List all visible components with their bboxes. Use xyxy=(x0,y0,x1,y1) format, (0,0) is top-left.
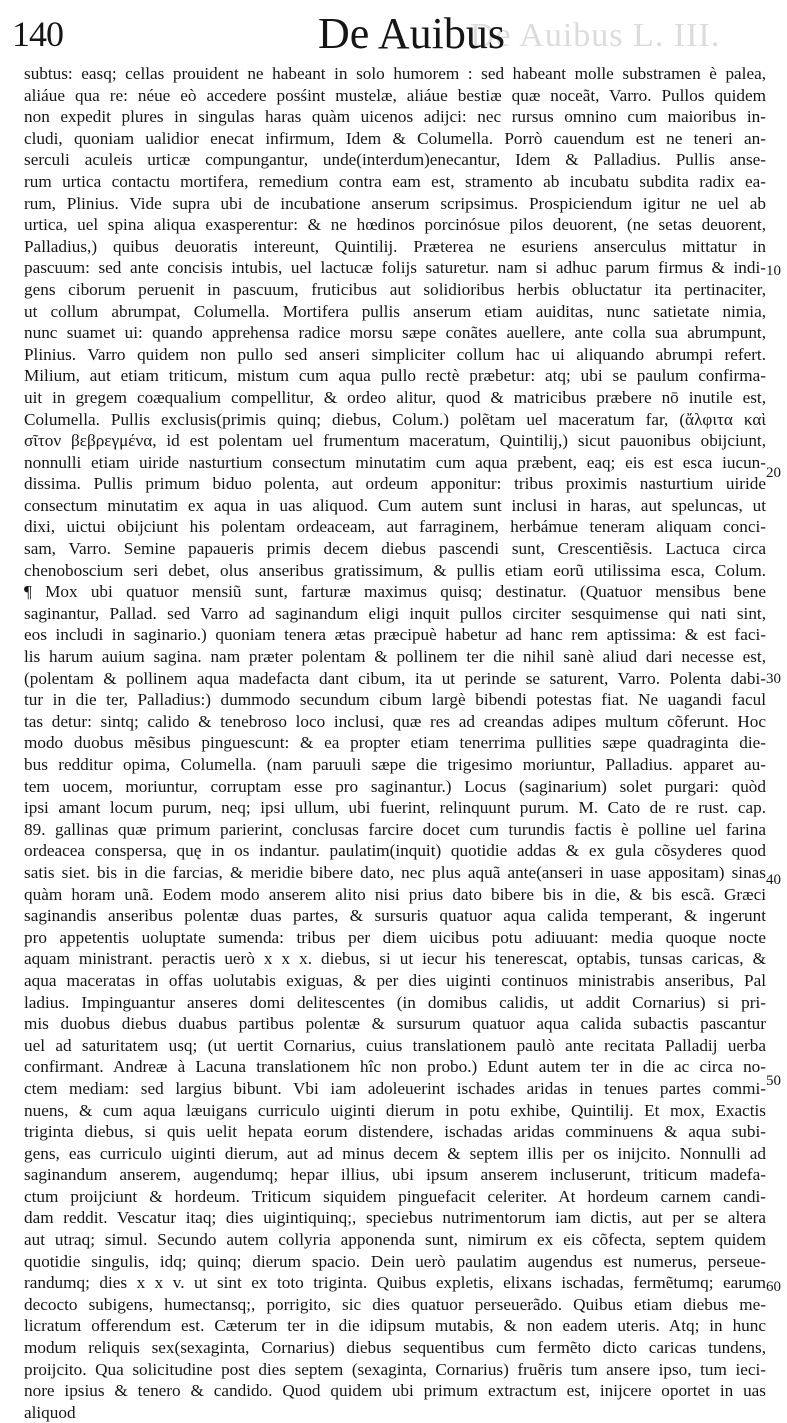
text-line: tas detur: sintq; calido & tenebroso loco inclusi, quæ res ad creandas adipes multum cõferunt. Hoc xyxy=(24,711,766,731)
text-line: quotidie singulis, idq; quinq; dierum spacio. Dein uerò paulatim augendus est numerus, perseue- xyxy=(24,1251,766,1271)
text-line: tem uocem, moriuntur, corruptam esse pro saginantur.) Locus (saginarium) solet purgari: quòd xyxy=(24,776,766,796)
text-line: ut collum abrumpat, Columella. Mortifera pullis anserum etiam auiditas, nunc satietate nimia, xyxy=(24,301,766,321)
text-line: rum, Plinius. Vide supra ubi de incubatione anserum scripsimus. Prospiciendum igitur ne uel ab xyxy=(24,193,766,213)
text-line: confirmant. Andreæ à Lacuna translationem hîc non probo.) Edunt autem ter in die ac circa no- xyxy=(24,1057,766,1077)
text-line: ¶ Mox ubi quatuor mensiũ sunt, farturæ maximus quisq; destinatur. (Quatuor mensibus bene xyxy=(24,582,766,602)
line-number-marker: 50 xyxy=(766,1073,781,1089)
text-line: Columella. Pullis exclusis(primis quinq; diebus, Colum.) polẽtam uel maceratum far, (ἄλφιτα καὶ xyxy=(24,409,766,429)
text-line: nore ipsius & tenero & candido. Quod quidem ubi primum extractum est, inijcere oportet in uas xyxy=(24,1381,766,1401)
text-line: sam, Varro. Semine papaueris primis decem diebus pascendi sunt, Crescentiẽsis. Lactuca circa xyxy=(24,539,766,559)
text-line: aquam ministrant. peractis uerò x x x. diebus, si ut iecur his tenerescat, optabis, tunsas caricas, & xyxy=(24,949,766,969)
text-line: urtica, uel spina aliqua exasperentur: & ne hœdinos porcinósue pilos deuorent, (ne setas deuorent, xyxy=(24,215,766,235)
text-line: modum reliquis sex(sexaginta, Cornarius) diebus sequentibus cum fermẽto dicto caricas tundens, xyxy=(24,1338,766,1358)
text-line: decocto subigens, humectansq;, porrigito, sic dies quatuor perseuerãdo. Quibus etiam diebus me- xyxy=(24,1294,766,1314)
text-line: nuens, & cum aqua læuigans curriculo uiginti dierum in potu exhibe, Quintilij. Et mox, Exactis xyxy=(24,1100,766,1120)
text-line: 89. gallinas quæ primum parierint, conclusas farcire docet cum turundis factis è polline uel farina xyxy=(24,819,766,839)
text-line: mis duobus diebus duabus partibus polentæ & sursurum quatuor aqua calida subactis pascantur xyxy=(24,1014,766,1034)
text-line: Milium, aut etiam triticum, mistum cum aqua pullo rectè præbetur: atq; ubi se paulum confirma- xyxy=(24,366,766,386)
text-line: pro appetentis uoluptate sumenda: tribus per diem uicibus potu adiuuant: media quoque nocte xyxy=(24,927,766,947)
text-line: (polentam & pollinem aqua madefacta dant cibum, ita ut perinde se saturent, Varro. Polenta dabi- xyxy=(24,668,766,688)
text-line: tur in die ter, Palladius:) dummodo secundum cibum largè bibendi potestas fiat. Ne uagandi facul xyxy=(24,690,766,710)
text-line: dam reddit. Vescatur itaq; dies uigintiquinq;, speciebus nutrimentorum iam dictis, aut per se altera xyxy=(24,1208,766,1228)
text-line: pascuum: sed ante concisis intubis, uel lactucæ folijs saturetur. nam si adhuc parum firmus & indi- xyxy=(24,258,766,278)
running-head: De Auibus xyxy=(318,9,505,58)
text-line: serculi aculeis urticæ compungantur, unde(interdum)enecantur, Idem & Palladius. Pullis anse- xyxy=(24,150,766,170)
text-line: nonnulli etiam uiride nasturtium consectum minutatim cum aqua præbent, eaq; eis est esca iucun- xyxy=(24,452,766,472)
text-line: gens, eas curriculo uiginti dierum, aut ad minus decem & septem illis per os inijcito. Nonnulli ad xyxy=(24,1143,766,1163)
text-line: ctem mediam: sed largius bibunt. Vbi iam adoleuerint ischades aridas in tenues partes commi- xyxy=(24,1078,766,1098)
text-line: nunc suamet ui: quando apprehensa radice morsu sæpe conãtes auellere, ante colla sua abrumpunt, xyxy=(24,323,766,343)
text-line: cludi, quoniam ualidior enecat infirmum, Idem & Columella. Porrò cauendum est ne teneri an- xyxy=(24,128,766,148)
text-line: triginta diebus, si quis uelit hepata eorum distendere, ischadas aridas comminuens & aqua subi- xyxy=(24,1122,766,1142)
text-line: gens ciborum peruenit in pascuum, fruticibus aut solidioribus herbis obluctatur ita pertinaciter, xyxy=(24,279,766,299)
page-header xyxy=(0,0,787,64)
text-line: quàm horam unã. Eodem modo anserem alito nisi prius dato bibere bis in die, & bis escã. Græci xyxy=(24,884,766,904)
text-line: non expedit plures in singulas haras quàm uicenos adijci: nec rursus omnino cum maioribus in- xyxy=(24,107,766,127)
text-line: saginandis anseribus polentæ duas partes, & sursuris quatuor aqua calida temperant, & ingerunt xyxy=(24,906,766,926)
text-line: aqua maceratas in offas uolutabis exiguas, & per dies uiginti continuos ministrabis anseribus, Pal xyxy=(24,970,766,990)
bleed-through-text: De Auibus L. III. xyxy=(470,17,721,54)
text-line: rum urtica contactu mortifera, remedium contra eam est, stramento ab incubatu subdita radix ea- xyxy=(24,171,766,191)
text-line: consectum minutatim ex aqua in uas aliquod. Cum autem sunt inclusi in haras, aut speluncas, ut xyxy=(24,495,766,515)
text-line: randumq; dies x x v. ut sint ex toto triginta. Quibus expletis, elixans ischadas, fermẽtumq; earum xyxy=(24,1273,766,1293)
line-number-marker: 60 xyxy=(766,1279,781,1295)
body-text xyxy=(24,63,766,1423)
text-line: proijcito. Qua solicitudine post dies septem (sexaginta, Cornarius) fruẽris tum ansere ipso, tum ieci- xyxy=(24,1359,766,1379)
text-line: saginandum anserem, augendumq; hepar illius, ubi ipsum anserem incluserunt, triticum madefa- xyxy=(24,1165,766,1185)
page-number: 140 xyxy=(12,14,63,54)
text-line: satis siet. bis in die farcias, & meridie bibere dato, nec plus aquã ante(anseri in uase appositam) sinas xyxy=(24,862,766,882)
text-line: lis harum auium sagina. nam præter polentam & pollinem ter die nihil sanè aliud dari necesse est, xyxy=(24,647,766,667)
text-line: uel ad saturitatem usq; (ut uertit Cornarius, cuius translationem paulò ante recitata Palladij uerba xyxy=(24,1035,766,1055)
text-line: Palladius,) quibus deuoratis intereunt, Quintilij. Præterea ne esuriens anserculus mittatur in xyxy=(24,236,766,256)
line-number-marker: 40 xyxy=(766,872,781,888)
line-number-marker: 30 xyxy=(766,671,781,687)
text-line: dixi, uictui obijciunt his polentam ordeaceam, aut farraginem, herbámue teneram aliquam conci- xyxy=(24,517,766,537)
text-line: licratum offerendum est. Cæterum ter in die idipsum mutabis, & non eadem uteris. Atq; in hunc xyxy=(24,1316,766,1336)
text-line: Plinius. Varro quidem non pullo sed anseri simpliciter collum hac ui aliquando abrumpi refert. xyxy=(24,344,766,364)
text-line: subtus: easq; cellas prouident ne habeant in solo humorem : sed habeant molle substramen è palea, xyxy=(24,64,766,83)
text-line: ladius. Impinguantur anseres domi delitescentes (in domibus calidis, ut addit Cornarius) si pri- xyxy=(24,992,766,1012)
text-line: aut utraq; simul. Secundo autem collyria apponenda sunt, nimirum ex eis cõfecta, septem quidem xyxy=(24,1230,766,1250)
text-line: dissima. Pullis primum biduo polenta, aut ordeum apponitur: tribus proximis nasturtium uiride xyxy=(24,474,766,494)
text-line: modo duobus mẽsibus pinguescunt: & ea propter etiam tenerrima pullities sæpe quadraginta die- xyxy=(24,733,766,753)
text-line: ctum proijciunt & hordeum. Triticum siquidem pinguefacit celeriter. At hordeum carnem candi- xyxy=(24,1186,766,1206)
text-line: aliquod xyxy=(24,1402,76,1422)
line-number-marker: 20 xyxy=(766,465,781,481)
line-number-marker: 10 xyxy=(766,263,781,279)
text-line: uit in gregem coæqualium compellitur, & ordeo alitur, quod & matricibus præbere nō inutile est, xyxy=(24,387,766,407)
text-line: ipsi amant locum purum, neq; ipsi ullum, ubi fuerint, relinquunt purum. M. Cato de re rust. cap. xyxy=(24,798,766,818)
text-line: ordeacea conspersa, quę in os indantur. paulatim(inquit) quotidie addas & ex gula cõsyderes quod xyxy=(24,841,766,861)
text-line: bus redditur opima, Columella. (nam paruuli sæpe die trigesimo moriuntur, Palladius. apparet au- xyxy=(24,755,766,774)
text-line: saginantur, Pallad. sed Varro ad saginandum eligi inquit pullos circiter sesquimense qui nati sint, xyxy=(24,603,766,623)
text-line: chenoboscium seri debet, olus anseribus gratissimum, & pullis etiam eorũ utilissima esca, Colum. xyxy=(24,560,766,580)
text-line: eos includi in saginario.) quoniam tenera ætas præcipuè habetur ad hanc rem aptissima: & est faci- xyxy=(24,625,766,645)
text-line: aliáue qua re: néue eò accedere posśint mustelæ, aliáue bestiæ quæ noceãt, Varro. Pullos quidem xyxy=(24,85,766,105)
text-line: σῖτον βεβρεγμένα, id est polentam uel frumentum maceratum, Quintilij,) sicut pauonibus obijciunt, xyxy=(24,431,766,451)
